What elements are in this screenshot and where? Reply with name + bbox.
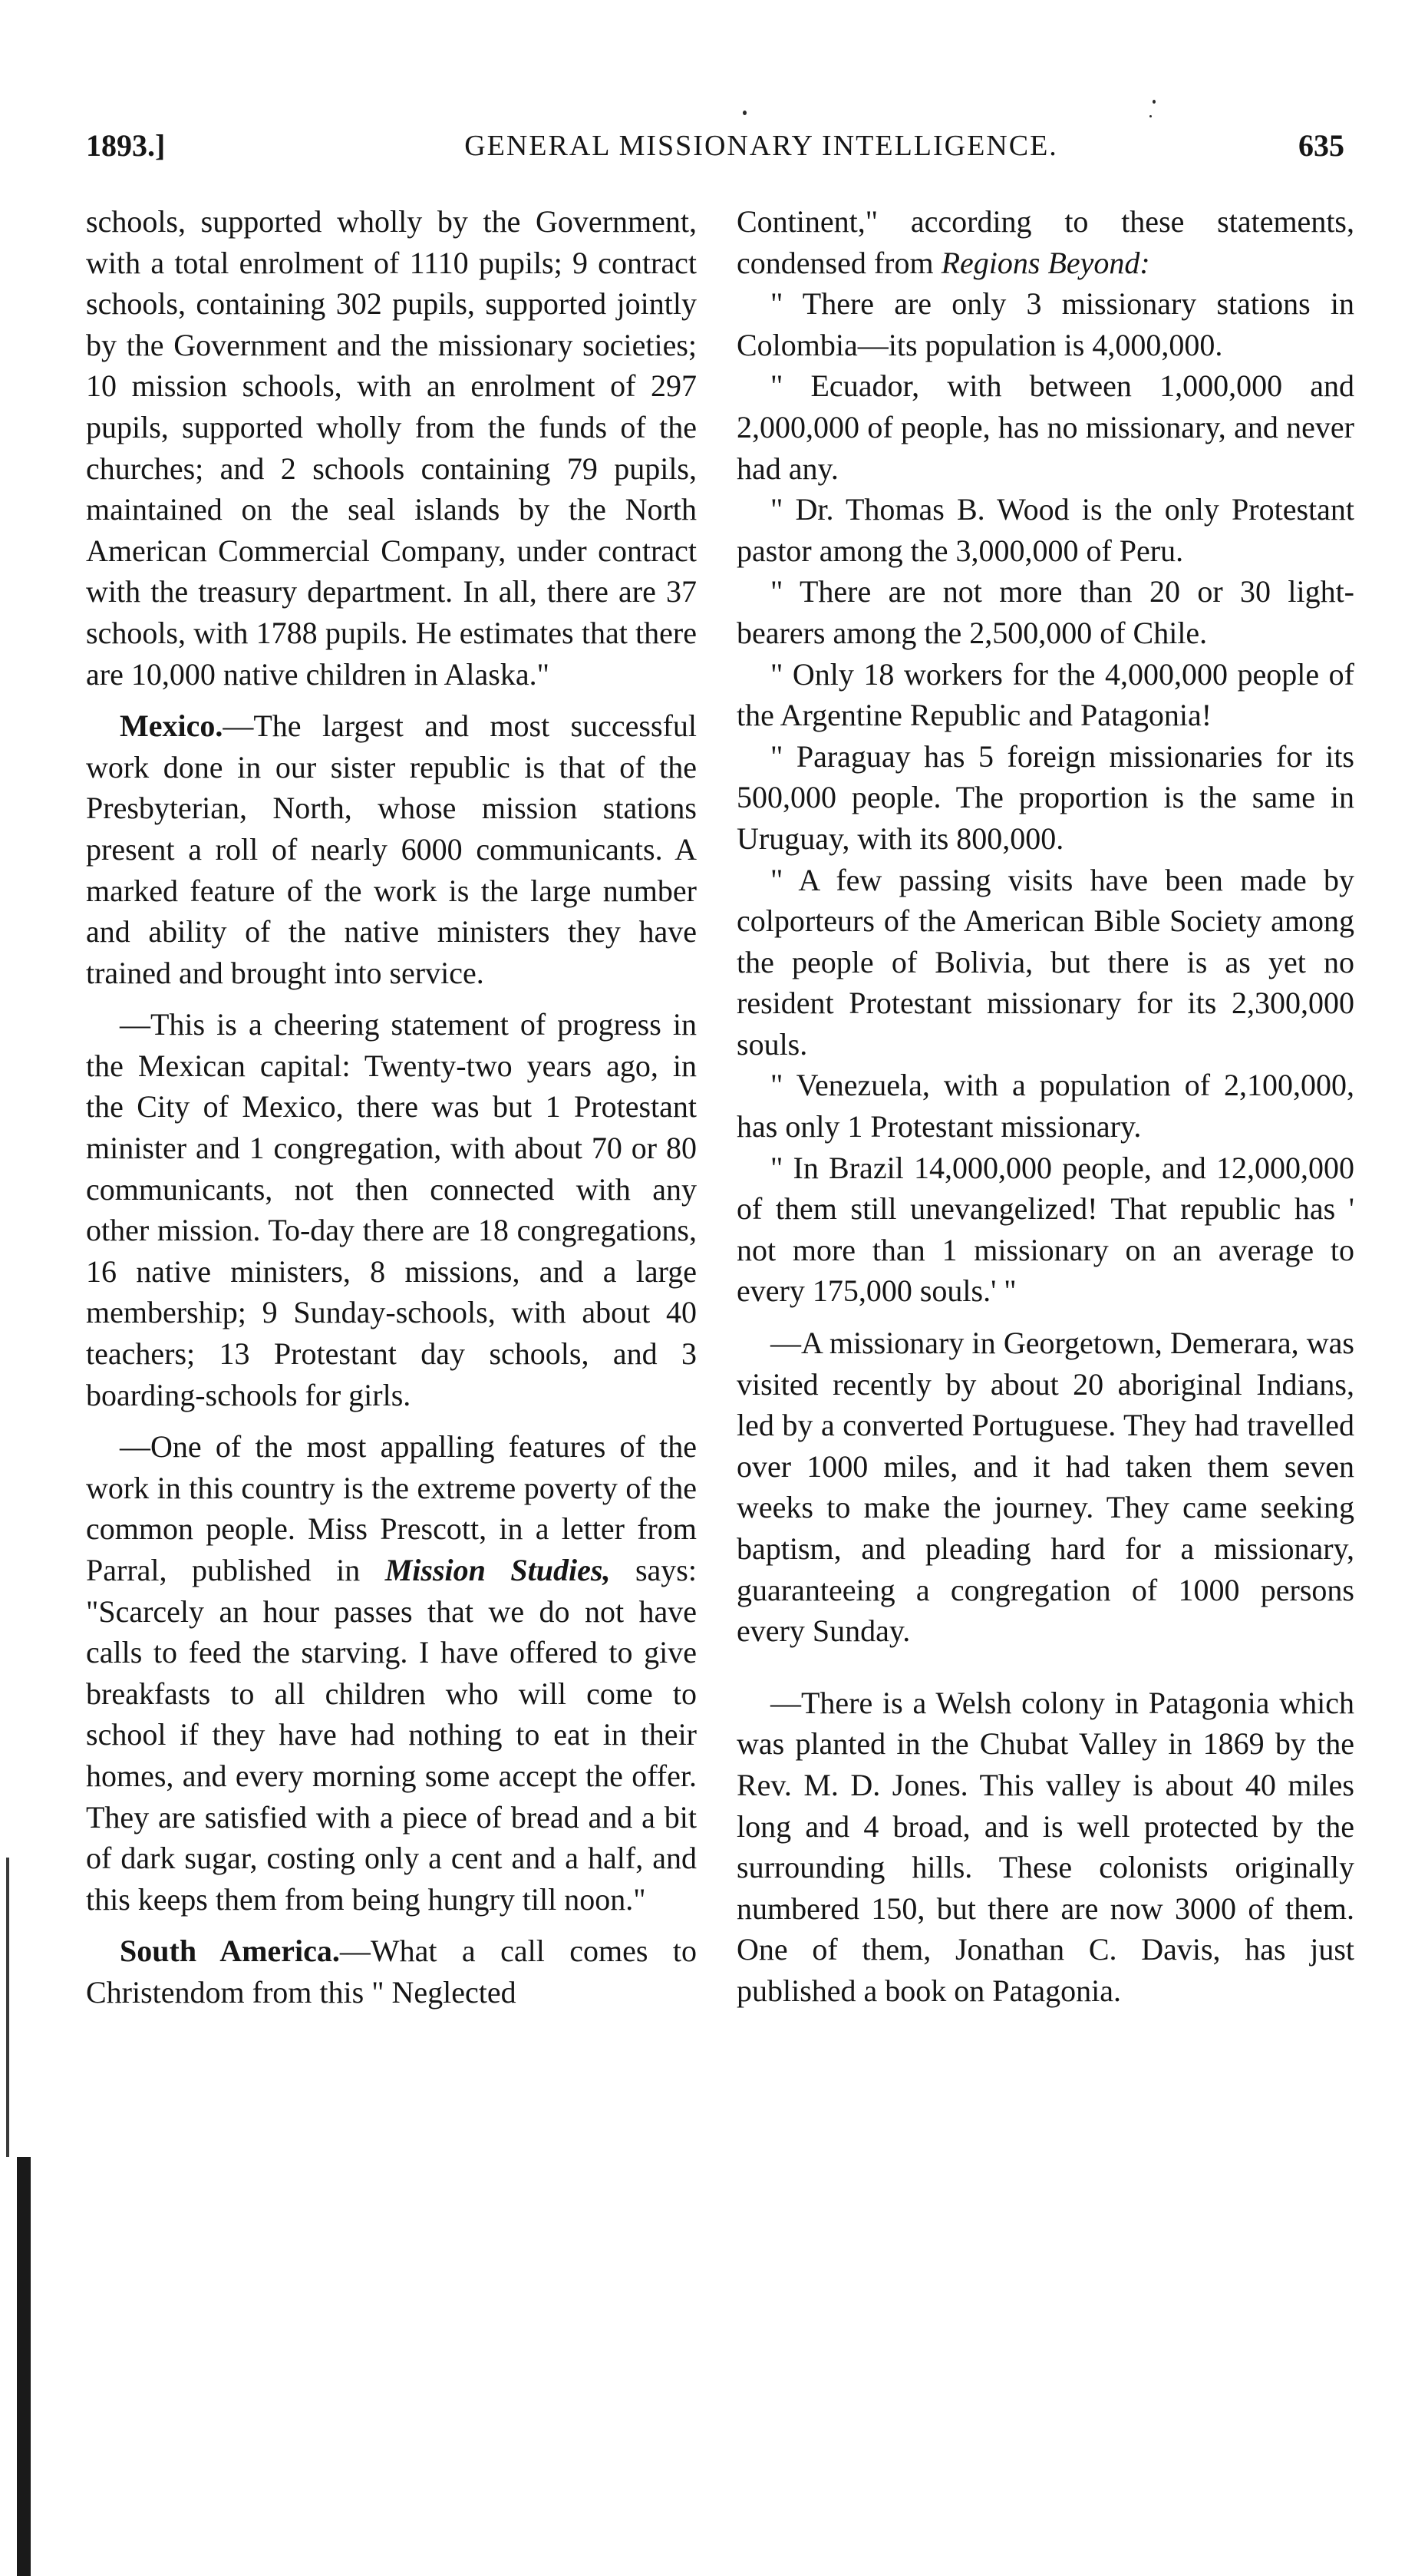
mission-studies-title: Mission Studies, <box>384 1553 611 1587</box>
paragraph-poverty-before: —One of the most appalling features of the work in this country is the extreme poverty of the common people. Miss Prescott, in a letter from Parral, published in <box>86 1429 697 1587</box>
binding-shadow <box>17 2157 31 2576</box>
paragraph-georgetown: —A missionary in Georgetown, Demerara, was visited recently by about 20 aboriginal Indians, led by a converted Portuguese. They had travelled over 1000 miles, and it had taken them seven weeks to make the journey. They came seeking baptism, and pleading hard for a missionary, guaranteeing a congregation of 1000 persons every Sunday. <box>737 1326 1354 1649</box>
paragraph-poverty <box>86 1426 697 1920</box>
paragraph-bolivia: " A few passing visits have been made by colporteurs of the American Bible Society among the people of Bolivia, but there is as yet no resident Protestant missionary for its 2,300,000 souls. <box>737 862 1354 1062</box>
paragraph-continent-before: Continent," according to these statements, condensed from <box>737 204 1354 280</box>
paragraph-welsh-colony: —There is a Welsh colony in Patagonia which was planted in the Chubat Valley in 1869 by the Rev. M. D. Jones. This valley is about 40 miles long and 4 broad, and is well protected by the surrounding hills. These colonists originally numbered 150, but there are now 3000 of them. One of them, Jonathan C. Davis, has just published a book on Patagonia. <box>737 1685 1354 2008</box>
right-column <box>737 201 1354 2012</box>
header-running-title: GENERAL MISSIONARY INTELLIGENCE. <box>464 130 1058 162</box>
paragraph-mexico-text: —The largest and most successful work done in our sister republic is that of the Presbyterian, North, whose mission stations present a roll of nearly 6000 communicants. A marked feature of the work is the large number and ability of the native ministers they have trained and brought into service. <box>86 708 697 990</box>
ink-speck <box>1153 100 1156 104</box>
section-heading-mexico: Mexico. <box>120 708 223 744</box>
paragraph-poverty-after: says: "Scarcely an hour passes that we do not have calls to feed the starving. I have offered to give breakfasts to all children who will come to school if they have had nothing to eat in their homes, and every morning some accept the offer. They are satisfied with a piece of bread and a bit of dark sugar, costing only a cent and a half, and this keeps them from being hungry till noon." <box>86 1553 697 1917</box>
ink-speck <box>1149 115 1152 117</box>
paragraph-chile: " There are not more than 20 or 30 light-bearers among the 2,500,000 of Chile. <box>737 574 1354 650</box>
paragraph-mexico-capital: —This is a cheering statement of progress in the Mexican capital: Twenty-two years ago, in the City of Mexico, there was but 1 Protestant minister and 1 congregation, with about 70 or 80 communicants, not then connected with any other mission. To-day there are 18 congregations, 16 native ministers, 8 missions, and a large membership; 9 Sunday-schools, with about 40 teachers; 13 Protestant day schools, and 3 boarding-schools for girls. <box>86 1007 697 1412</box>
paragraph-paraguay: " Paraguay has 5 foreign missionaries for its 500,000 people. The proportion is the same in Uruguay, with its 800,000. <box>737 738 1354 856</box>
paragraph-brazil: " In Brazil 14,000,000 people, and 12,000,000 of them still unevangelized! That republic has ' not more than 1 missionary on an average to every 175,000 souls.' " <box>737 1150 1354 1309</box>
binding-shadow-thin <box>6 1858 9 2157</box>
left-column <box>86 201 697 2013</box>
paragraph-peru: " Dr. Thomas B. Wood is the only Protestant pastor among the 3,000,000 of Peru. <box>737 492 1354 568</box>
ink-speck <box>743 111 747 115</box>
running-header <box>86 123 1344 169</box>
paragraph-argentina: " Only 18 workers for the 4,000,000 people of the Argentine Republic and Patagonia! <box>737 656 1354 733</box>
paragraph-continent <box>737 201 1354 283</box>
section-heading-south-america: South America. <box>120 1934 340 1969</box>
regions-beyond-title: Regions Beyond: <box>941 245 1150 280</box>
page-number: 635 <box>1298 128 1344 163</box>
paragraph-alaska-schools: schools, supported wholly by the Government, with a total enrolment of 1110 pupils; 9 contract schools, containing 302 pupils, supported jointly by the Government and the missionary societies; 10 mission schools, with an enrolment of 297 pupils, supported wholly from the funds of the churches; and 2 schools containing 79 pupils, maintained on the seal islands by the North American Commercial Company, under contract with the treasury department. In all, there are 37 schools, with 1788 pupils. He estimates that there are 10,000 native children in Alaska." <box>86 204 697 692</box>
paragraph-south-america-text: —What a call comes to Christendom from this " Neglected <box>86 1934 697 2010</box>
paragraph-venezuela: " Venezuela, with a population of 2,100,000, has only 1 Protestant missionary. <box>737 1068 1354 1144</box>
paragraph-colombia: " There are only 3 missionary stations in Colombia—its population is 4,000,000. <box>737 286 1354 362</box>
paragraph-south-america <box>86 1930 697 2013</box>
paragraph-mexico <box>86 705 697 993</box>
paragraph-ecuador: " Ecuador, with between 1,000,000 and 2,000,000 of people, has no missionary, and never had any. <box>737 368 1354 486</box>
header-year: 1893.] <box>86 128 166 163</box>
